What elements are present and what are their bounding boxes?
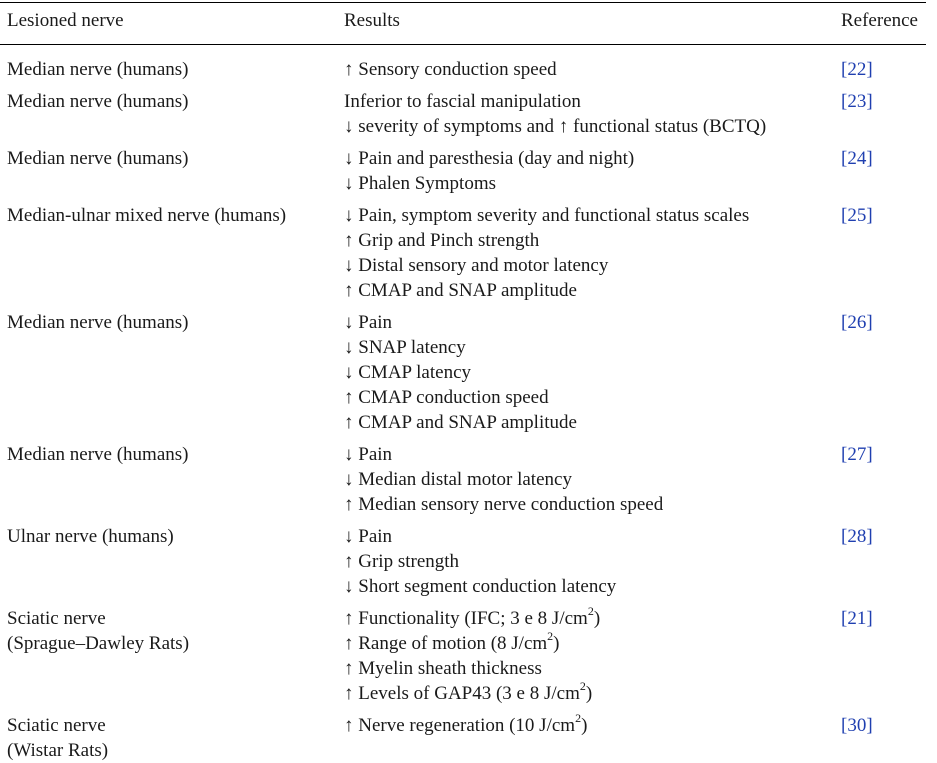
nerve-text: Median nerve (humans) bbox=[7, 148, 189, 169]
table-row bbox=[0, 203, 937, 303]
result-text: ↑ Grip and Pinch strength bbox=[344, 230, 540, 251]
result-line bbox=[344, 57, 834, 82]
table-row bbox=[0, 524, 937, 599]
result-line bbox=[344, 656, 834, 681]
reference-cell bbox=[841, 57, 901, 82]
table-row bbox=[0, 57, 937, 82]
reference-cell bbox=[841, 89, 901, 114]
result-text: ↑ CMAP and SNAP amplitude bbox=[344, 280, 577, 301]
nerve-text: Median nerve (humans) bbox=[7, 312, 189, 333]
reference-cell bbox=[841, 606, 901, 631]
result-text: ↓ Pain bbox=[344, 444, 393, 465]
results-cell bbox=[344, 603, 834, 706]
lesioned-nerve-cell bbox=[7, 524, 337, 549]
table-row bbox=[0, 442, 937, 517]
table-row bbox=[0, 603, 937, 706]
result-text: ↑ CMAP and SNAP amplitude bbox=[344, 412, 577, 433]
result-line bbox=[344, 574, 834, 599]
reference-cell bbox=[841, 146, 901, 171]
lesioned-nerve-cell bbox=[7, 442, 337, 467]
result-text: ↓ Phalen Symptoms bbox=[344, 173, 497, 194]
nerve-text: Median nerve (humans) bbox=[7, 59, 189, 80]
result-text: ↓ CMAP latency bbox=[344, 362, 472, 383]
top-rule bbox=[0, 2, 926, 3]
nerve-text: Median-ulnar mixed nerve (humans) bbox=[7, 205, 287, 226]
result-line bbox=[344, 524, 834, 549]
results-cell bbox=[344, 89, 834, 139]
result-line bbox=[344, 549, 834, 574]
lesioned-nerve-cell bbox=[7, 310, 337, 335]
result-line bbox=[344, 114, 834, 139]
result-text: ↑ Median sensory nerve conduction speed bbox=[344, 494, 664, 515]
result-text: ↑ Grip strength bbox=[344, 551, 460, 572]
result-text: ↑ Nerve regeneration (10 J/cm bbox=[344, 715, 576, 736]
result-line bbox=[344, 335, 834, 360]
reference-cell bbox=[841, 310, 901, 335]
superscript: 2 bbox=[579, 678, 586, 693]
header-results: Results bbox=[344, 10, 400, 31]
result-text: ↓ Pain and paresthesia (day and night) bbox=[344, 148, 635, 169]
reference-cell bbox=[841, 442, 901, 467]
reference-link[interactable]: [30] bbox=[841, 715, 873, 736]
result-tail: ) bbox=[553, 633, 560, 654]
result-text: ↓ Median distal motor latency bbox=[344, 469, 572, 490]
result-text: ↑ Myelin sheath thickness bbox=[344, 658, 542, 679]
result-line bbox=[344, 146, 834, 171]
reference-cell bbox=[841, 203, 901, 228]
lesioned-nerve-cell bbox=[7, 203, 337, 228]
reference-link[interactable]: [25] bbox=[841, 205, 873, 226]
result-text: ↓ Pain bbox=[344, 526, 393, 547]
superscript: 2 bbox=[575, 710, 582, 725]
reference-link[interactable]: [24] bbox=[841, 148, 873, 169]
results-cell bbox=[344, 310, 834, 435]
result-line bbox=[344, 385, 834, 410]
nerve-text: Median nerve (humans) bbox=[7, 444, 189, 465]
result-text: ↓ Pain, symptom severity and functional status scales bbox=[344, 205, 750, 226]
result-line bbox=[344, 442, 834, 467]
result-line bbox=[344, 171, 834, 196]
result-line bbox=[344, 253, 834, 278]
result-text: ↑ Sensory conduction speed bbox=[344, 59, 557, 80]
table-header bbox=[0, 9, 937, 39]
result-line bbox=[344, 89, 834, 114]
header-rule bbox=[0, 44, 926, 45]
result-tail: ) bbox=[585, 683, 593, 704]
nerve-text: Sciatic nerve bbox=[7, 715, 106, 736]
result-text: ↓ severity of symptoms and ↑ functional status (BCTQ) bbox=[344, 116, 767, 137]
table-row bbox=[0, 146, 937, 196]
reference-link[interactable]: [23] bbox=[841, 91, 873, 112]
superscript: 2 bbox=[587, 603, 594, 618]
lesioned-nerve-cell bbox=[7, 713, 337, 763]
reference-cell bbox=[841, 713, 901, 738]
result-line bbox=[344, 467, 834, 492]
nerve-text: (Sprague–Dawley Rats) bbox=[7, 633, 190, 654]
reference-link[interactable]: [21] bbox=[841, 608, 873, 629]
reference-link[interactable]: [26] bbox=[841, 312, 873, 333]
nerve-text: Sciatic nerve bbox=[7, 608, 106, 629]
result-line bbox=[344, 203, 834, 228]
table-row bbox=[0, 710, 937, 763]
result-text: ↑ Functionality (IFC; 3 e 8 J/cm bbox=[344, 608, 588, 629]
result-line bbox=[344, 310, 834, 335]
nerve-text: Median nerve (humans) bbox=[7, 91, 189, 112]
result-text: ↑ CMAP conduction speed bbox=[344, 387, 549, 408]
header-lesioned-nerve: Lesioned nerve bbox=[7, 10, 124, 31]
result-line bbox=[344, 628, 834, 656]
lesioned-nerve-cell bbox=[7, 89, 337, 114]
result-text: ↓ Pain bbox=[344, 312, 393, 333]
results-cell bbox=[344, 146, 834, 196]
result-line bbox=[344, 228, 834, 253]
results-cell bbox=[344, 524, 834, 599]
result-text: ↑ Range of motion (8 J/cm bbox=[344, 633, 548, 654]
result-line bbox=[344, 603, 834, 631]
results-cell bbox=[344, 203, 834, 303]
results-cell bbox=[344, 442, 834, 517]
result-text: ↑ Levels of GAP43 (3 e 8 J/cm bbox=[344, 683, 580, 704]
result-line bbox=[344, 410, 834, 435]
result-text: ↓ Short segment conduction latency bbox=[344, 576, 617, 597]
result-text: Inferior to fascial manipulation bbox=[344, 91, 581, 112]
result-tail: ) bbox=[593, 608, 601, 629]
lesioned-nerve-cell bbox=[7, 146, 337, 171]
result-tail: ) bbox=[581, 715, 588, 736]
reference-link[interactable]: [28] bbox=[841, 526, 873, 547]
result-text: ↓ SNAP latency bbox=[344, 337, 466, 358]
result-line bbox=[344, 678, 834, 706]
lesioned-nerve-cell bbox=[7, 57, 337, 82]
superscript: 2 bbox=[547, 628, 554, 643]
result-line bbox=[344, 710, 834, 738]
lesioned-nerve-cell bbox=[7, 606, 337, 656]
result-text: ↓ Distal sensory and motor latency bbox=[344, 255, 609, 276]
header-reference: Reference bbox=[841, 10, 918, 31]
reference-cell bbox=[841, 524, 901, 549]
results-cell bbox=[344, 57, 834, 82]
result-line bbox=[344, 492, 834, 517]
table-row bbox=[0, 89, 937, 139]
results-cell bbox=[344, 710, 834, 738]
result-line bbox=[344, 278, 834, 303]
table-row bbox=[0, 310, 937, 435]
reference-link[interactable]: [22] bbox=[841, 59, 873, 80]
nerve-text: Ulnar nerve (humans) bbox=[7, 526, 174, 547]
reference-link[interactable]: [27] bbox=[841, 444, 873, 465]
result-line bbox=[344, 360, 834, 385]
nerve-text: (Wistar Rats) bbox=[7, 740, 109, 761]
